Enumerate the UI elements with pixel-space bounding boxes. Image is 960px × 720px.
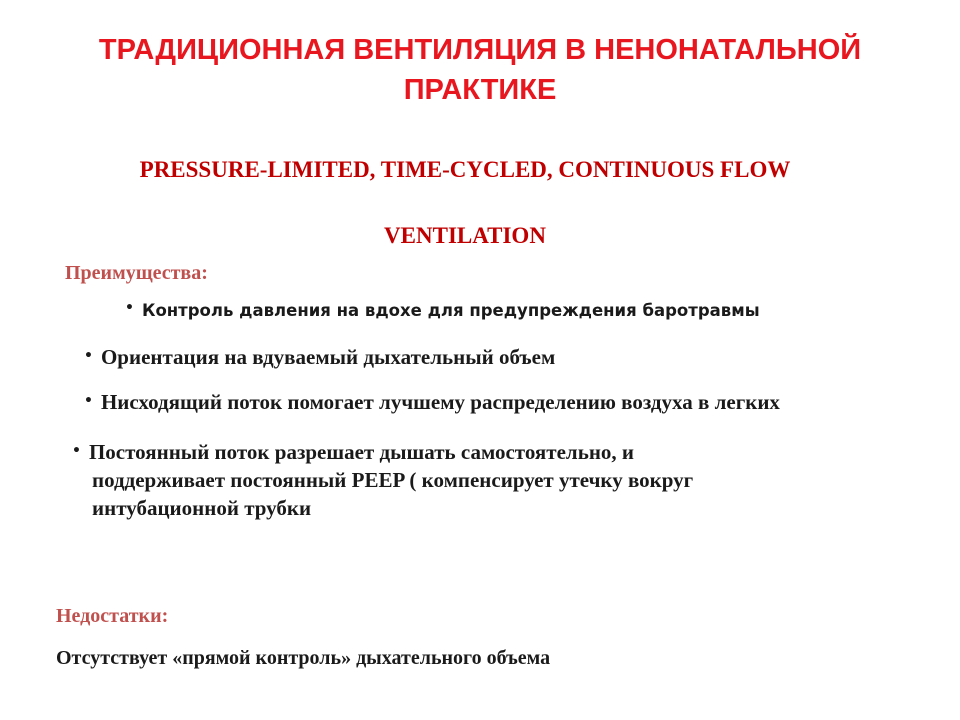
advantages-label: Преимущества: <box>65 262 208 284</box>
disadvantages-label: Недостатки: <box>56 605 169 627</box>
bullet-icon: • <box>125 300 134 316</box>
advantage-item-text: Контроль давления на вдохе для предупреждения баротравмы <box>141 301 760 320</box>
bullet-icon: • <box>84 348 93 364</box>
advantage-item-4 <box>72 437 693 522</box>
bullet-icon: • <box>72 443 81 459</box>
advantage-item-4-line-2: поддерживает постоянный PEEP ( компенсирует утечку вокруг <box>92 468 694 492</box>
advantage-item-2 <box>84 345 555 370</box>
advantage-item-4-line-1 <box>72 437 693 466</box>
advantage-item-3 <box>84 390 780 415</box>
advantage-item-1 <box>125 300 760 320</box>
advantage-item-text: Постоянный поток разрешает дышать самостоятельно, и <box>88 440 635 464</box>
bullet-icon: • <box>84 393 93 409</box>
advantage-item-text: Ориентация на вдуваемый дыхательный объем <box>100 345 556 369</box>
advantage-item-text: Нисходящий поток помогает лучшему распределению воздуха в легких <box>100 390 780 414</box>
disadvantage-text: Отсутствует «прямой контроль» дыхательного объема <box>56 647 551 669</box>
subtitle-line-1: PRESSURE-LIMITED, TIME-CYCLED, CONTINUOUS FLOW <box>139 157 791 182</box>
slide-title: ТРАДИЦИОННАЯ ВЕНТИЛЯЦИЯ В НЕНОНАТАЛЬНОЙ ПРАКТИКЕ <box>98 34 862 106</box>
advantage-item-4-line-3: интубационной трубки <box>92 496 312 520</box>
subtitle-line-2: VENTILATION <box>384 223 546 248</box>
